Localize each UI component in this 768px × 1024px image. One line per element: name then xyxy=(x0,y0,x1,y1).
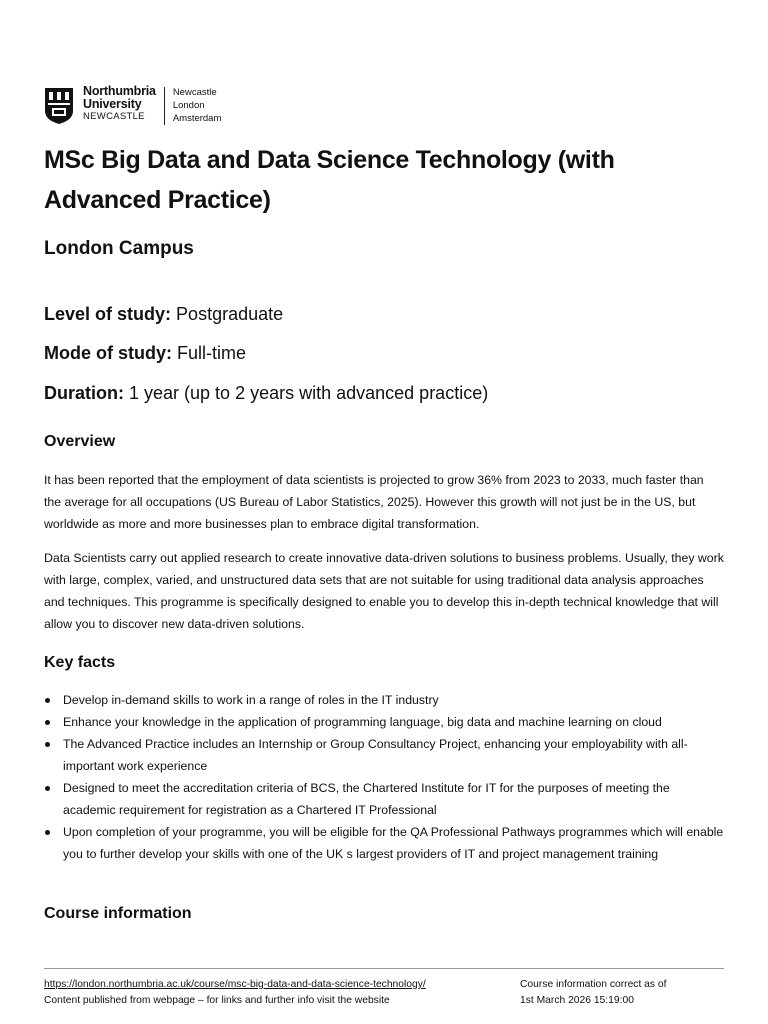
duration-value: 1 year (up to 2 years with advanced practice) xyxy=(129,383,489,403)
footer-source xyxy=(44,977,426,1009)
campus-heading: London Campus xyxy=(44,238,194,259)
footer-timestamp: 1st March 2026 15:19:00 xyxy=(520,995,634,1006)
course-information-heading: Course information xyxy=(44,905,192,922)
key-fact-item xyxy=(44,689,724,711)
course-page-link[interactable]: https://london.northumbria.ac.uk/course/msc-big-data-and-data-science-technology/ xyxy=(44,979,426,990)
mode-value: Full-time xyxy=(177,343,247,363)
duration-label: Duration: xyxy=(44,383,124,403)
duration xyxy=(44,383,488,404)
overview-paragraph-1: It has been reported that the employment of data scientists is projected to grow 36% from 2023 to 2033, much faster than the average for all occupations (US Bureau of Labor Statistics, 2025). However this growth will not just be in the US, but worldwide as more and more businesses plan to embrace digital transformation. xyxy=(44,473,704,531)
logo-divider xyxy=(164,87,165,125)
level-of-study xyxy=(44,304,283,325)
level-label: Level of study: xyxy=(44,304,172,324)
level-value: Postgraduate xyxy=(176,304,284,324)
footer-correct-as-of: Course information correct as of xyxy=(520,979,667,990)
key-fact-text: Develop in-demand skills to work in a range of roles in the IT industry xyxy=(63,693,439,707)
bullet-icon xyxy=(45,786,50,791)
logo-campus-list xyxy=(173,86,222,125)
overview-heading: Overview xyxy=(44,433,116,450)
page xyxy=(44,0,724,1024)
logo-campus-newcastle: Newcastle xyxy=(172,87,217,98)
key-fact-item xyxy=(44,777,724,821)
overview-paragraph-2: Data Scientists carry out applied research to create innovative data-driven solutions to business problems. Usually, they work with large, complex, varied, and unstructured data sets that are not suitable for using traditional data analysis approaches and techniques. This programme is specifically designed to enable you to develop this in-depth technical knowledge that will allow you to discover new data-driven solutions. xyxy=(44,551,724,631)
key-fact-text: Upon completion of your programme, you will be eligible for the QA Professional Pathways programmes which will enable you to further develop your skills with one of the UK s largest providers of IT and project management training xyxy=(63,825,724,861)
mode-of-study xyxy=(44,343,246,364)
mode-label: Mode of study: xyxy=(44,343,172,363)
bullet-icon xyxy=(45,742,50,747)
key-facts-list xyxy=(44,689,724,865)
footer-note: Content published from webpage – for links and further info visit the website xyxy=(44,995,390,1006)
bullet-icon xyxy=(45,698,50,703)
bullet-icon xyxy=(45,720,50,725)
key-fact-item xyxy=(44,821,724,865)
logo-line-university: University xyxy=(83,97,142,111)
key-fact-item xyxy=(44,711,724,733)
key-fact-item xyxy=(44,733,724,777)
key-fact-text: Designed to meet the accreditation criteria of BCS, the Chartered Institute for IT for the purposes of meeting the academic requirement for registration as a Chartered IT Professional xyxy=(63,781,670,817)
course-title: MSc Big Data and Data Science Technology (with Advanced Practice) xyxy=(44,146,615,214)
key-fact-text: Enhance your knowledge in the application of programming language, big data and machine learning on cloud xyxy=(63,715,662,729)
footer-timestamp-block xyxy=(520,977,667,1009)
logo-campus-london: London xyxy=(172,100,205,111)
logo-campus-amsterdam: Amsterdam xyxy=(172,113,222,124)
footer-divider xyxy=(44,968,724,969)
key-fact-text: The Advanced Practice includes an Internship or Group Consultancy Project, enhancing your employability with all-important work experience xyxy=(63,737,688,773)
bullet-icon xyxy=(45,830,50,835)
logo-line-northumbria: Northumbria xyxy=(83,84,156,98)
key-facts-heading: Key facts xyxy=(44,654,116,671)
logo-line-newcastle: NEWCASTLE xyxy=(83,111,145,122)
crest-icon xyxy=(44,87,74,125)
university-name xyxy=(83,85,156,123)
university-logo xyxy=(44,84,221,128)
